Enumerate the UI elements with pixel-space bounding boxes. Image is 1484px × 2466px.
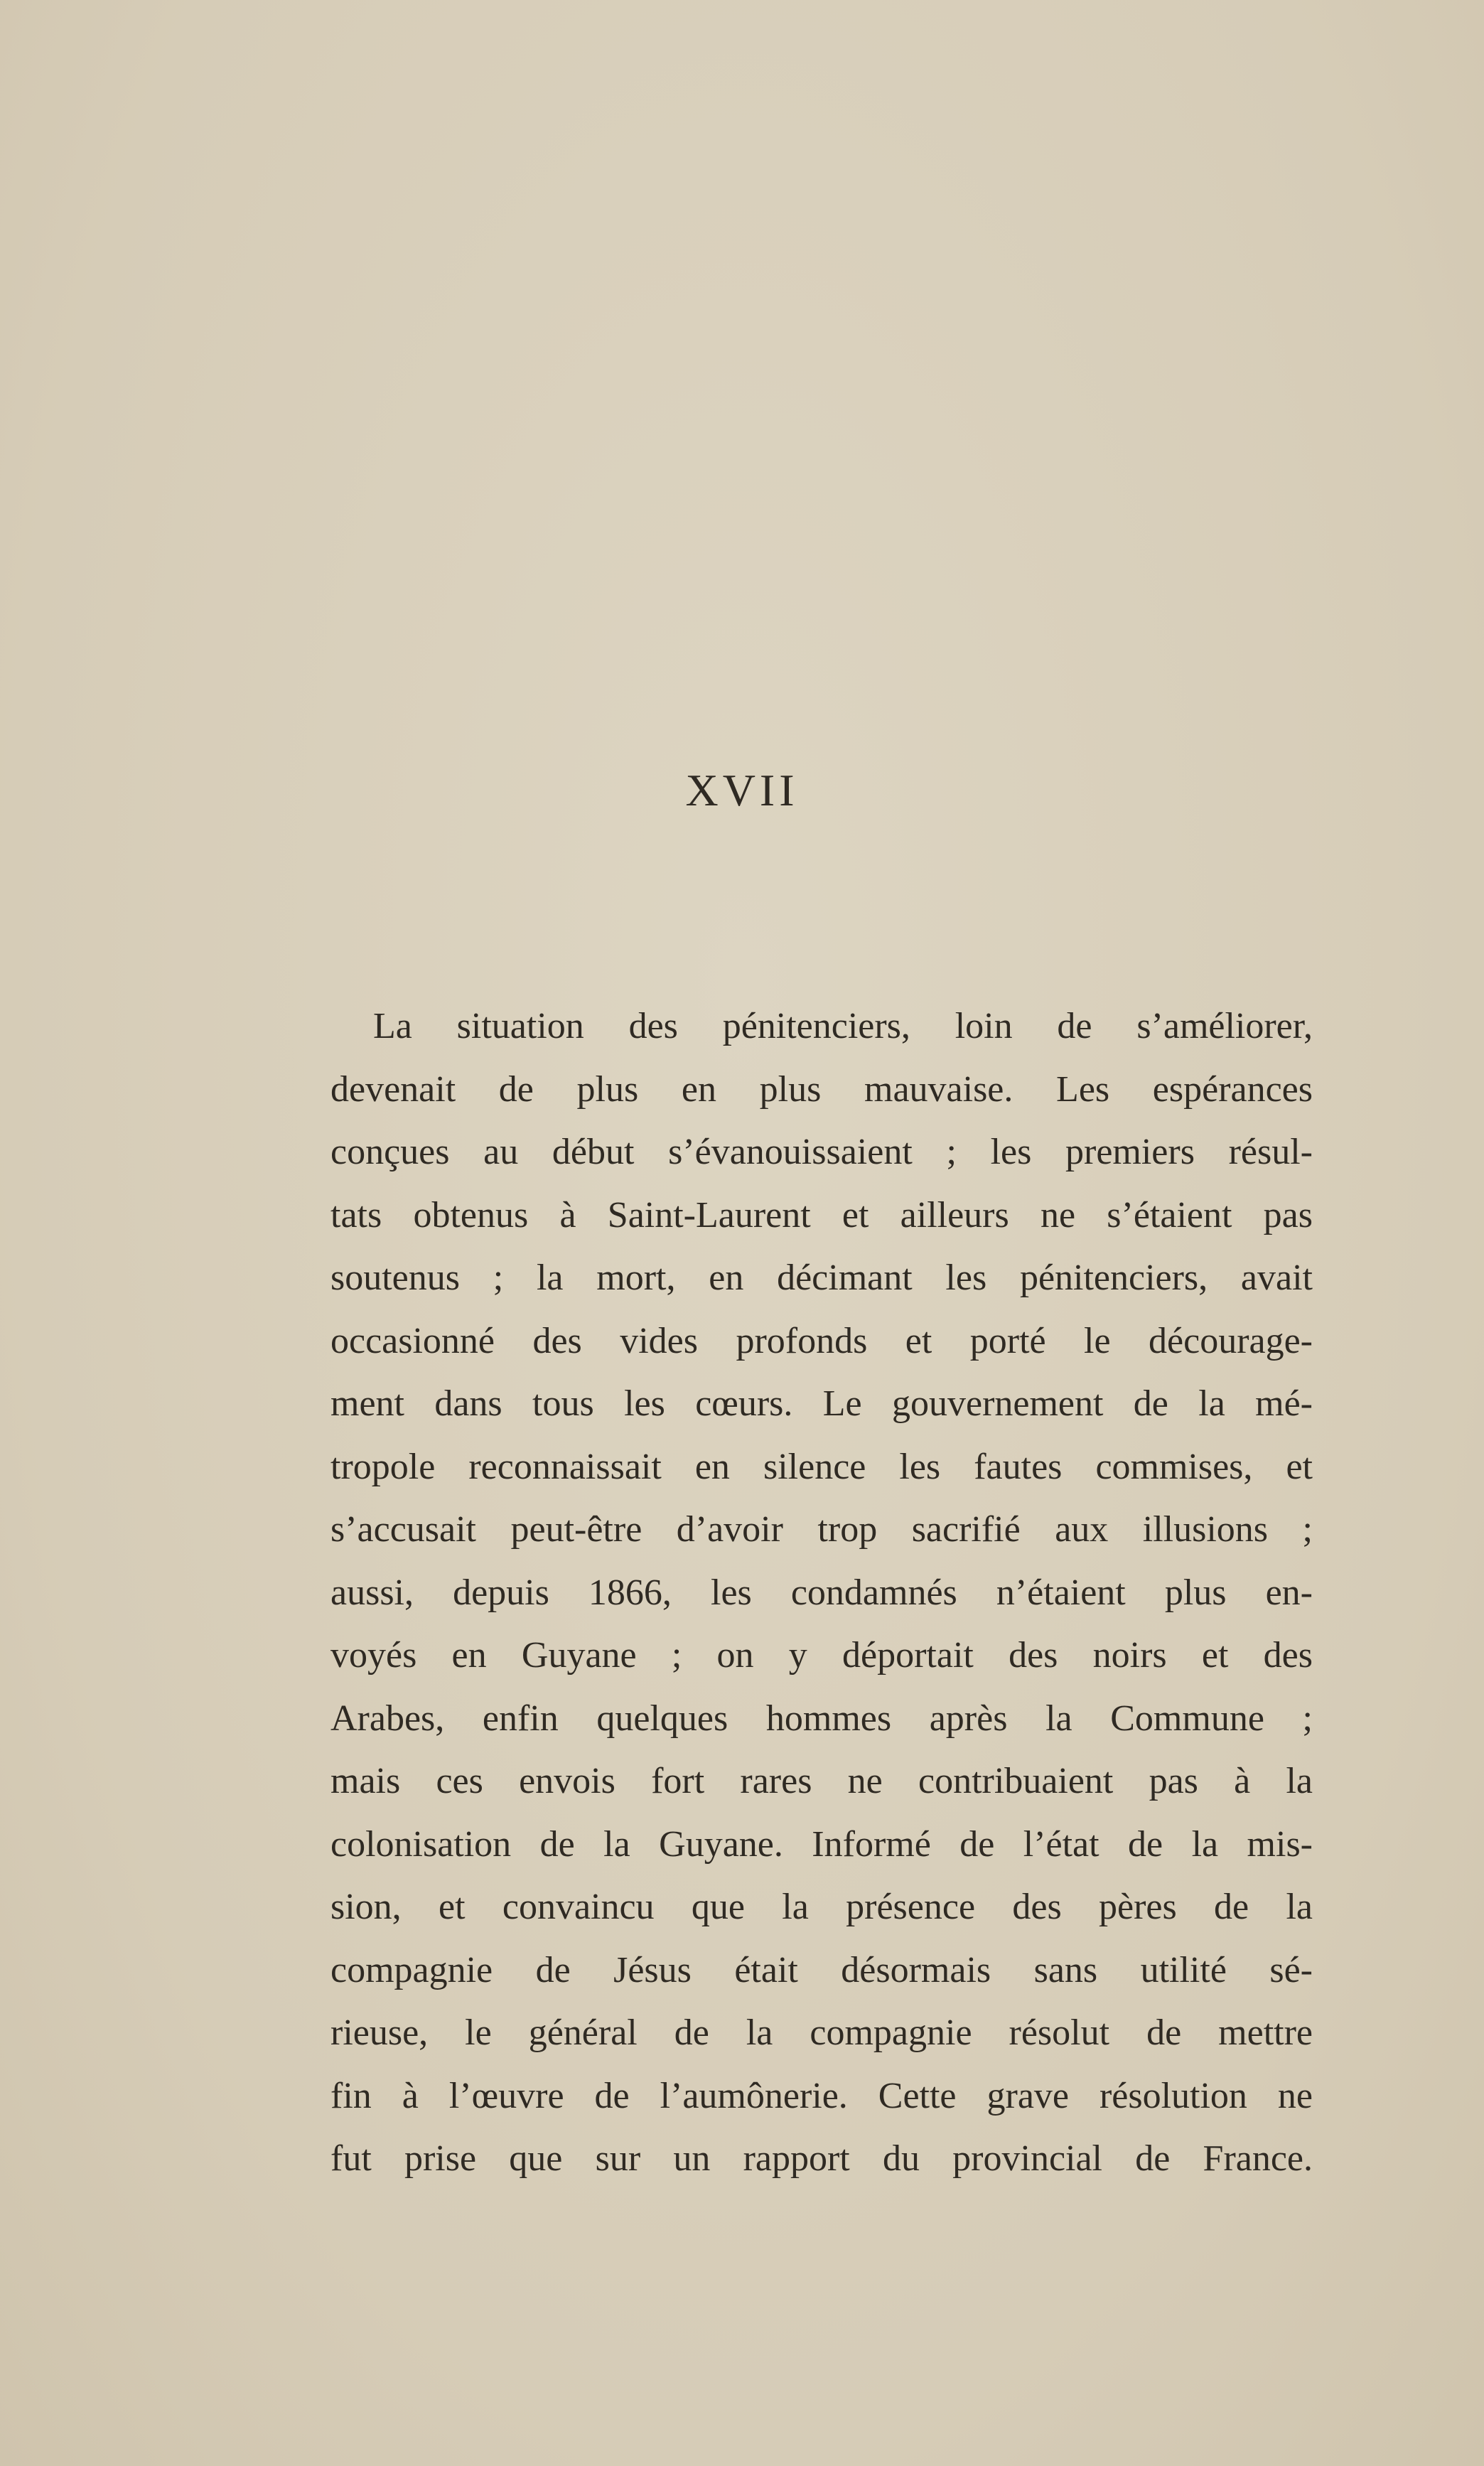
text-line: fin à l’œuvre de l’aumônerie. Cette grave résolution ne	[330, 2075, 1313, 2116]
paragraph	[330, 995, 1313, 2191]
text-line: tropole reconnaissait en silence les fautes commises, et	[330, 1446, 1313, 1487]
text-line: La situation des pénitenciers, loin de s’améliorer,	[373, 1006, 1313, 1046]
text-line: tats obtenus à Saint-Laurent et ailleurs ne s’étaient pas	[330, 1194, 1313, 1235]
text-line: occasionné des vides profonds et porté le décourage-	[330, 1320, 1313, 1361]
text-line: conçues au début s’évanouissaient ; les premiers résul-	[330, 1132, 1313, 1172]
text-line: colonisation de la Guyane. Informé de l’état de la mis-	[330, 1823, 1313, 1865]
text-line: sion, et convaincu que la présence des pères de la	[330, 1887, 1313, 1927]
text-line: aussi, depuis 1866, les condamnés n’étaient plus en-	[330, 1572, 1313, 1613]
chapter-heading: XVII	[685, 765, 799, 815]
text-line: s’accusait peut-être d’avoir trop sacrifié aux illusions ;	[330, 1509, 1313, 1550]
text-line: mais ces envois fort rares ne contribuaient pas à la	[330, 1761, 1313, 1801]
text-line: compagnie de Jésus était désormais sans utilité sé-	[330, 1949, 1313, 1990]
text-line: voyés en Guyane ; on y déportait des noirs et des	[330, 1635, 1313, 1676]
text-line: rieuse, le général de la compagnie résolut de mettre	[330, 2012, 1313, 2053]
text-line: soutenus ; la mort, en décimant les pénitenciers, avait	[330, 1258, 1313, 1298]
text-line: ment dans tous les cœurs. Le gouvernement de la mé-	[330, 1383, 1313, 1424]
text-line: devenait de plus en plus mauvaise. Les espérances	[330, 1068, 1313, 1110]
text-line: fut prise que sur un rapport du provincial de France.	[330, 2138, 1313, 2179]
text-line: Arabes, enfin quelques hommes après la Commune ;	[330, 1698, 1313, 1739]
